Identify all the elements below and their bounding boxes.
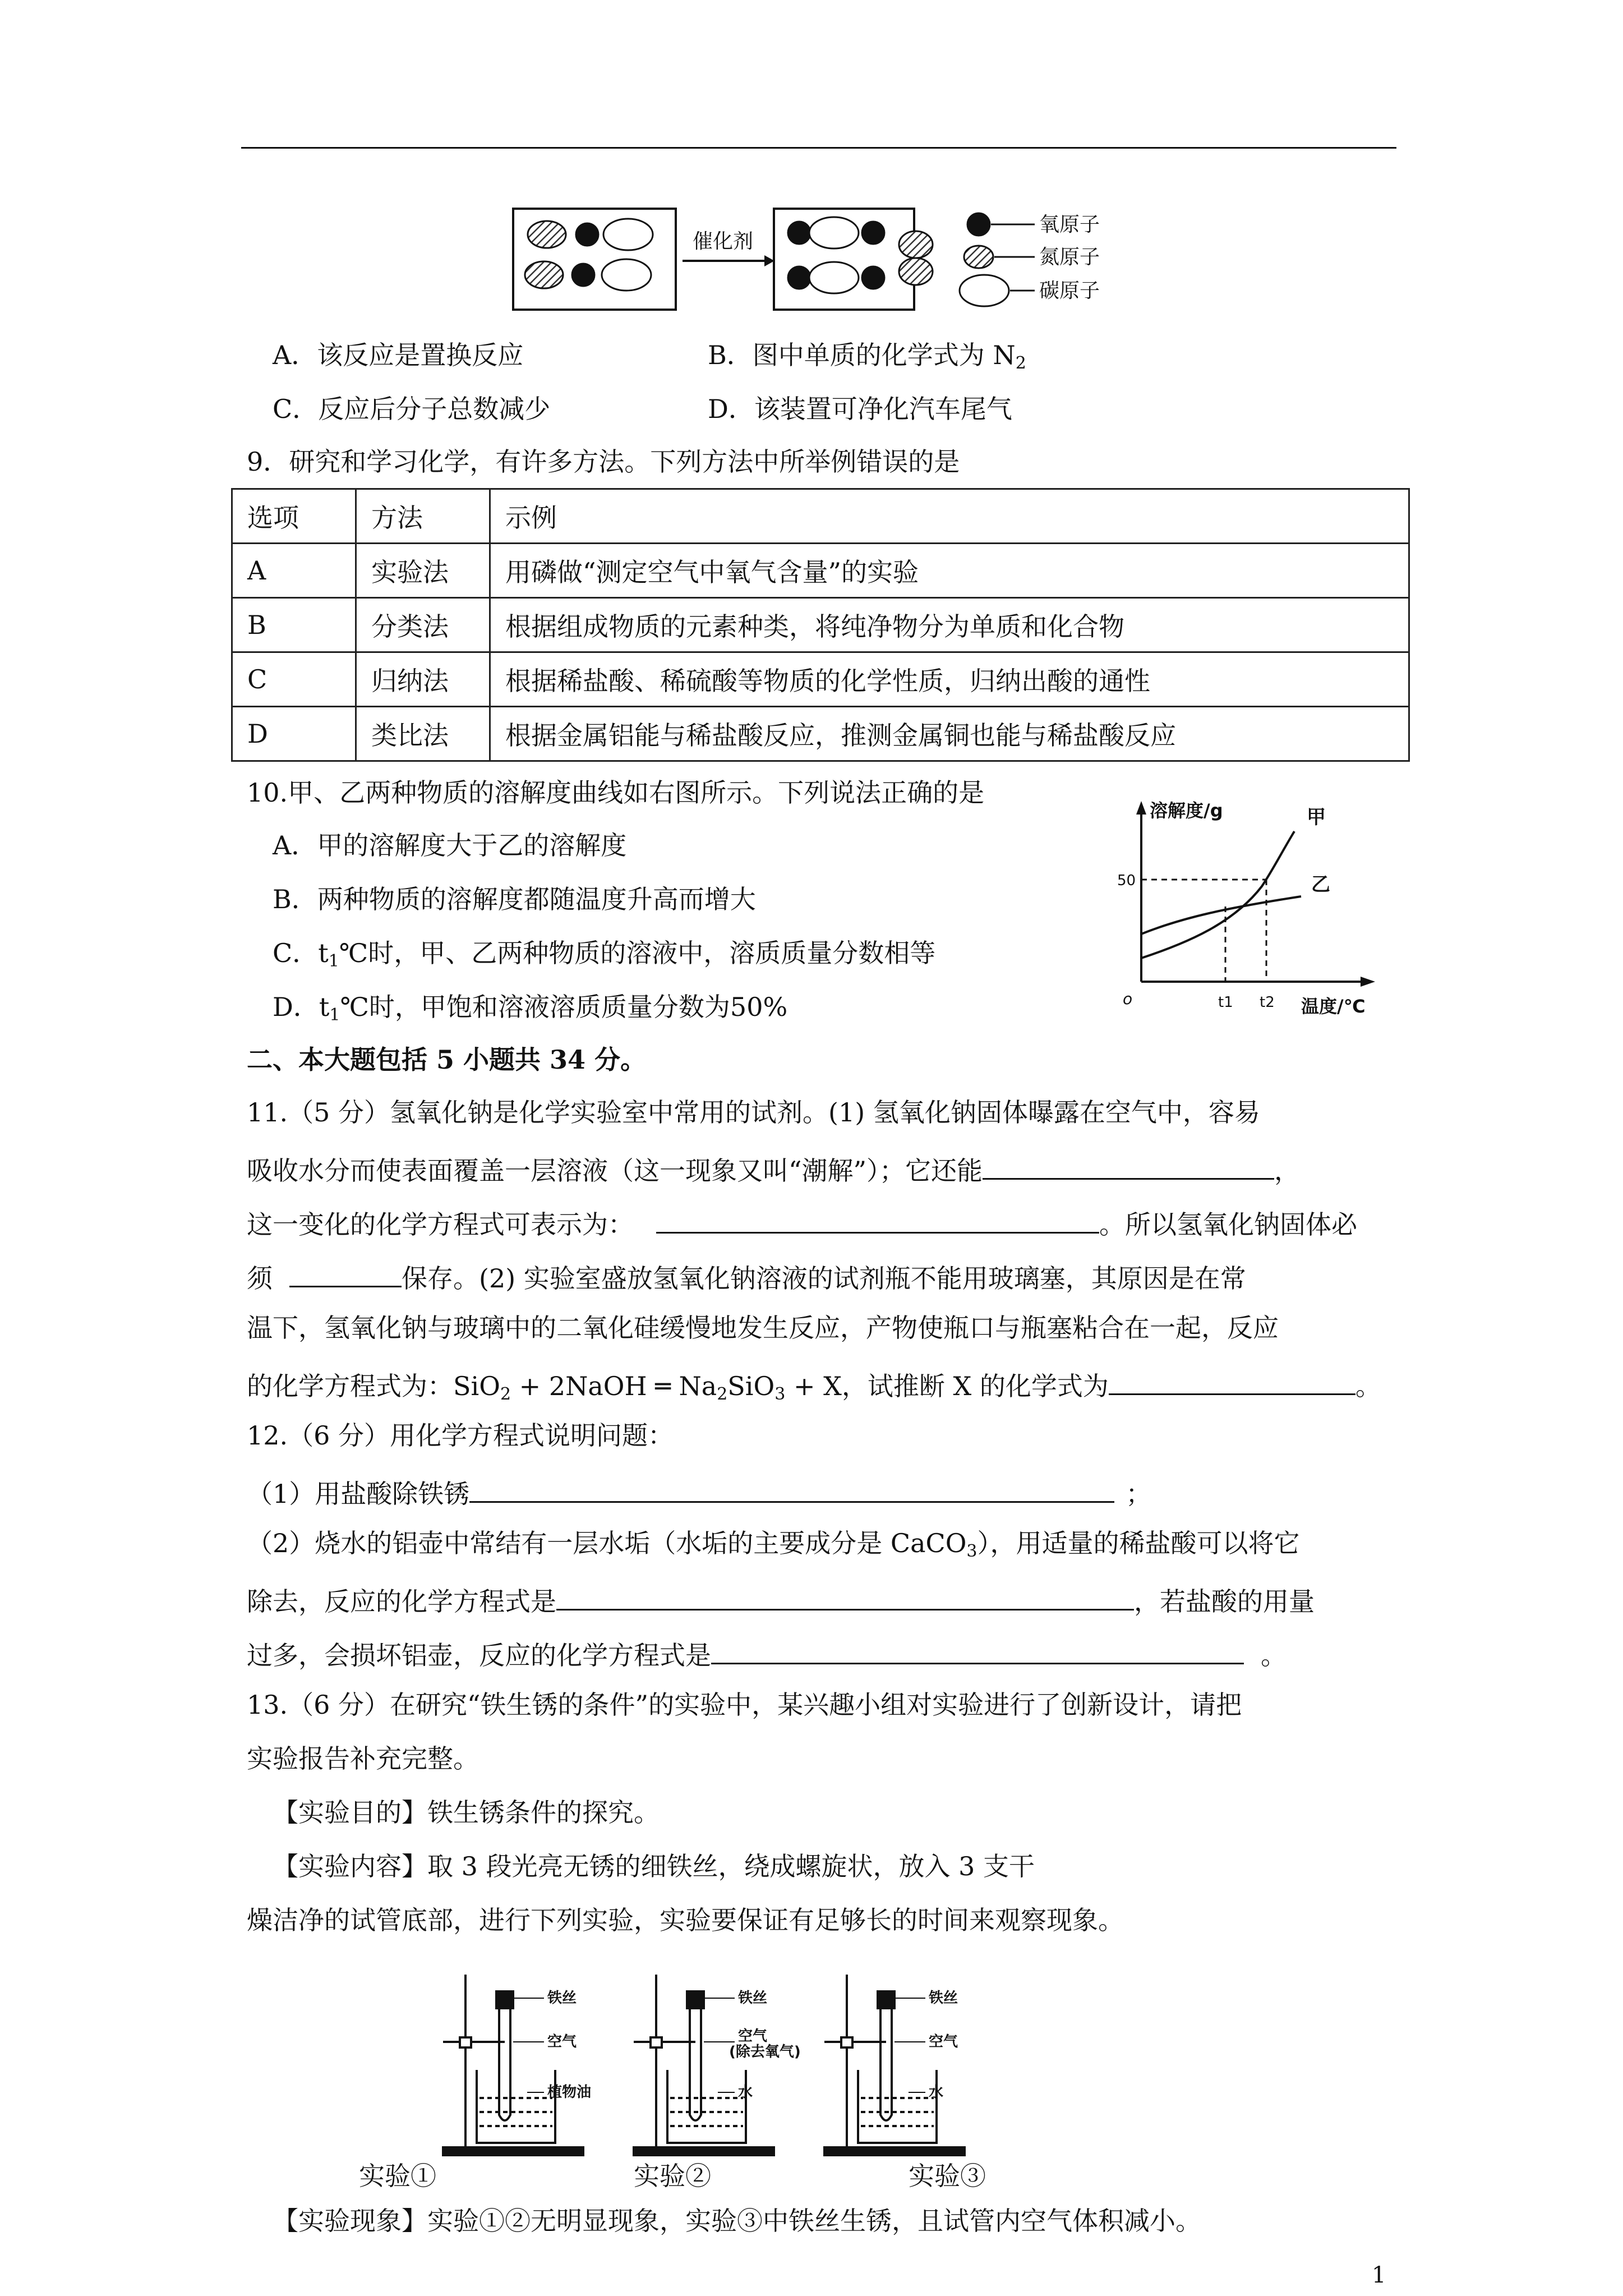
q12-part-3 (247, 1584, 1315, 1617)
header-example: 示例 (490, 489, 1409, 544)
q11-line-4 (247, 1261, 1246, 1294)
q8-option-b (708, 342, 1026, 372)
q10-d-pre: D．t (273, 992, 330, 1022)
q11-line-3-end: 。所以氢氧化钠固体必 (1099, 1209, 1357, 1240)
cell-method: 实验法 (356, 544, 490, 598)
q11-line-4-text: 须 (247, 1263, 273, 1294)
q13-content-2: 燥洁净的试管底部，进行下列实验，实验要保证有足够长的时间来观察现象。 (247, 1905, 1124, 1935)
q11-eq-sub-3: 3 (774, 1384, 786, 1404)
q12-part-4-text: 过多，会损坏铝壶，反应的化学方程式是 (247, 1640, 711, 1671)
table-row (232, 652, 1409, 707)
caption-exp-2: 实验② (634, 2161, 711, 2191)
answer-blank[interactable] (469, 1476, 1114, 1503)
page-number: 1 (1372, 2262, 1386, 2288)
table-header-row (232, 489, 1409, 544)
q12-part-1 (247, 1476, 1151, 1507)
table-row (232, 707, 1409, 761)
header-method: 方法 (356, 489, 490, 544)
q12-part-4-end: 。 (1261, 1640, 1287, 1671)
cell-example: 用磷做“测定空气中氧气含量”的实验 (490, 544, 1409, 598)
q11-eq-3: SiO (727, 1371, 775, 1401)
q13-content-1: 【实验内容】取 3 段光亮无锈的细铁丝，绕成螺旋状，放入 3 支干 (273, 1851, 1035, 1881)
q8-option-d: D．该装置可净化汽车尾气 (708, 394, 1012, 424)
q10-option-d (273, 994, 787, 1024)
cell-option: D (232, 707, 356, 761)
q9-table (231, 488, 1410, 762)
origin-label: o (1123, 990, 1133, 1008)
q10-c-post: ℃时，甲、乙两种物质的溶液中，溶质质量分数相等 (339, 938, 936, 968)
series-jia-label: 甲 (1307, 806, 1326, 829)
cell-method: 分类法 (356, 598, 490, 652)
q8-option-b-sub: 2 (1015, 353, 1026, 373)
q12-part-3-end: ，若盐酸的用量 (1134, 1586, 1315, 1617)
cell-method: 归纳法 (356, 652, 490, 707)
answer-blank[interactable] (556, 1584, 1134, 1611)
q13-line-2: 实验报告补充完整。 (247, 1743, 479, 1774)
q12-part-1-text: （1）用盐酸除铁锈 (247, 1479, 470, 1509)
q11-line-6 (247, 1369, 1381, 1403)
legend-oxygen: 氧原子 (1039, 213, 1100, 236)
q9-stem: 9．研究和学习化学，有许多方法。下列方法中所举例错误的是 (247, 447, 960, 477)
q12-stem: 12.（6 分）用化学方程式说明问题： (247, 1420, 674, 1451)
q11-line-2-end: ， (1274, 1156, 1301, 1186)
x-axis-label: 温度/℃ (1301, 996, 1366, 1017)
q11-eq-sub-1: 2 (500, 1384, 511, 1404)
q10-stem: 10.甲、乙两种物质的溶解度曲线如右图所示。下列说法正确的是 (247, 777, 985, 808)
q13-purpose: 【实验目的】铁生锈条件的探究。 (273, 1797, 660, 1828)
q11-eq-end: 。 (1355, 1371, 1381, 1401)
q11-line-2-text: 吸收水分而使表面覆盖一层溶液（这一现象又叫“潮解”）；它还能 (247, 1156, 983, 1186)
caption-exp-3: 实验③ (909, 2161, 986, 2191)
label-air-2-note: (除去氧气) (729, 2044, 801, 2060)
q10-c-sub: 1 (328, 951, 339, 971)
q8-option-a: A．该反应是置换反应 (273, 340, 524, 370)
table-row (232, 544, 1409, 598)
x-tick-t2: t2 (1260, 994, 1275, 1011)
caption-exp-1: 实验① (359, 2161, 436, 2191)
label-wire-2: 铁丝 (738, 1990, 768, 2007)
series-jia-curve (1141, 831, 1294, 958)
cell-option: A (232, 544, 356, 598)
q10-c-pre: C．t (273, 938, 329, 968)
label-air-2: 空气 (738, 2028, 768, 2045)
cell-method: 类比法 (356, 707, 490, 761)
q8-option-b-text: B．图中单质的化学式为 N (708, 340, 1016, 370)
solubility-chart (1116, 797, 1408, 1021)
q11-eq-2: + 2NaOH ═ Na (511, 1371, 717, 1401)
q11-line-3-text: 这一变化的化学方程式可表示为： (247, 1209, 634, 1240)
q12-part-2-sub: 3 (966, 1542, 978, 1561)
section-2-heading: 二、本大题包括 5 小题共 34 分。 (247, 1045, 647, 1075)
q11-eq-4: + X，试推断 X 的化学式为 (785, 1371, 1109, 1401)
q11-eq-sub-2: 2 (717, 1384, 728, 1404)
label-water-2: 水 (738, 2084, 753, 2101)
cell-example: 根据金属铝能与稀盐酸反应，推测金属铜也能与稀盐酸反应 (490, 707, 1409, 761)
q11-line-1: 11.（5 分）氢氧化钠是化学实验室中常用的试剂。(1) 氢氧化钠固体曝露在空气中，容易 (247, 1097, 1260, 1128)
q12-part-1-end: ； (1126, 1479, 1152, 1509)
series-yi-curve (1141, 896, 1301, 934)
q12-part-3-text: 除去，反应的化学方程式是 (247, 1586, 556, 1617)
label-wire-1: 铁丝 (547, 1990, 577, 2007)
q12-part-4 (247, 1638, 1287, 1671)
q11-eq-1: 的化学方程式为：SiO (247, 1371, 500, 1401)
q12-part-2 (247, 1530, 1300, 1560)
q10-option-a: A．甲的溶解度大于乙的溶解度 (273, 830, 627, 861)
table-row (232, 598, 1409, 652)
answer-blank[interactable] (983, 1153, 1274, 1180)
q11-line-2 (247, 1153, 1300, 1184)
q13-line-1: 13.（6 分）在研究“铁生锈的条件”的实验中，某兴趣小组对实验进行了创新设计，请把 (247, 1690, 1242, 1720)
q10-d-sub: 1 (329, 1005, 340, 1025)
q11-line-5: 温下，氢氧化钠与玻璃中的二氧化硅缓慢地发生反应，产物使瓶口与瓶塞粘合在一起，反应 (247, 1313, 1279, 1343)
y-axis-label: 溶解度/g (1150, 800, 1223, 821)
header-option: 选项 (232, 489, 356, 544)
legend-nitrogen: 氮原子 (1039, 246, 1100, 269)
cell-example: 根据组成物质的元素种类，将纯净物分为单质和化合物 (490, 598, 1409, 652)
catalyst-label: 催化剂 (693, 230, 754, 253)
label-air-3: 空气 (929, 2033, 958, 2050)
reaction-diagram (508, 202, 1141, 331)
legend-carbon: 碳原子 (1039, 279, 1100, 302)
q12-part-2-text: （2）烧水的铝壶中常结有一层水垢（水垢的主要成分是 CaCO (247, 1528, 967, 1558)
cell-example: 根据稀盐酸、稀硫酸等物质的化学性质，归纳出酸的通性 (490, 652, 1409, 707)
y-tick-50: 50 (1117, 872, 1136, 889)
answer-blank[interactable] (1109, 1369, 1355, 1395)
label-water-3: 水 (929, 2084, 944, 2101)
q8-option-c: C．反应后分子总数减少 (273, 394, 551, 424)
answer-blank[interactable] (656, 1207, 1099, 1234)
apparatus-figure (359, 1958, 1099, 2193)
series-yi-label: 乙 (1311, 873, 1330, 896)
cell-option: B (232, 598, 356, 652)
label-oil: 植物油 (547, 2084, 592, 2101)
label-air-1: 空气 (547, 2033, 577, 2050)
x-tick-t1: t1 (1218, 994, 1233, 1011)
q11-line-3 (247, 1207, 1357, 1240)
q10-option-c (273, 940, 935, 970)
q13-phenomenon: 【实验现象】实验①②无明显现象，实验③中铁丝生锈，且试管内空气体积减小。 (273, 2206, 1201, 2236)
q10-d-post: ℃时，甲饱和溶液溶质质量分数为50% (340, 992, 788, 1022)
q10-option-b: B．两种物质的溶解度都随温度升高而增大 (273, 884, 756, 914)
q12-part-2-end: ），用适量的稀盐酸可以将它 (977, 1528, 1300, 1558)
q11-line-4-end: 保存。(2) 实验室盛放氢氧化钠溶液的试剂瓶不能用玻璃塞，其原因是在常 (402, 1263, 1246, 1294)
header-rule (241, 147, 1396, 149)
answer-blank[interactable] (289, 1261, 402, 1287)
label-wire-3: 铁丝 (929, 1990, 958, 2007)
cell-option: C (232, 652, 356, 707)
answer-blank[interactable] (711, 1638, 1244, 1664)
